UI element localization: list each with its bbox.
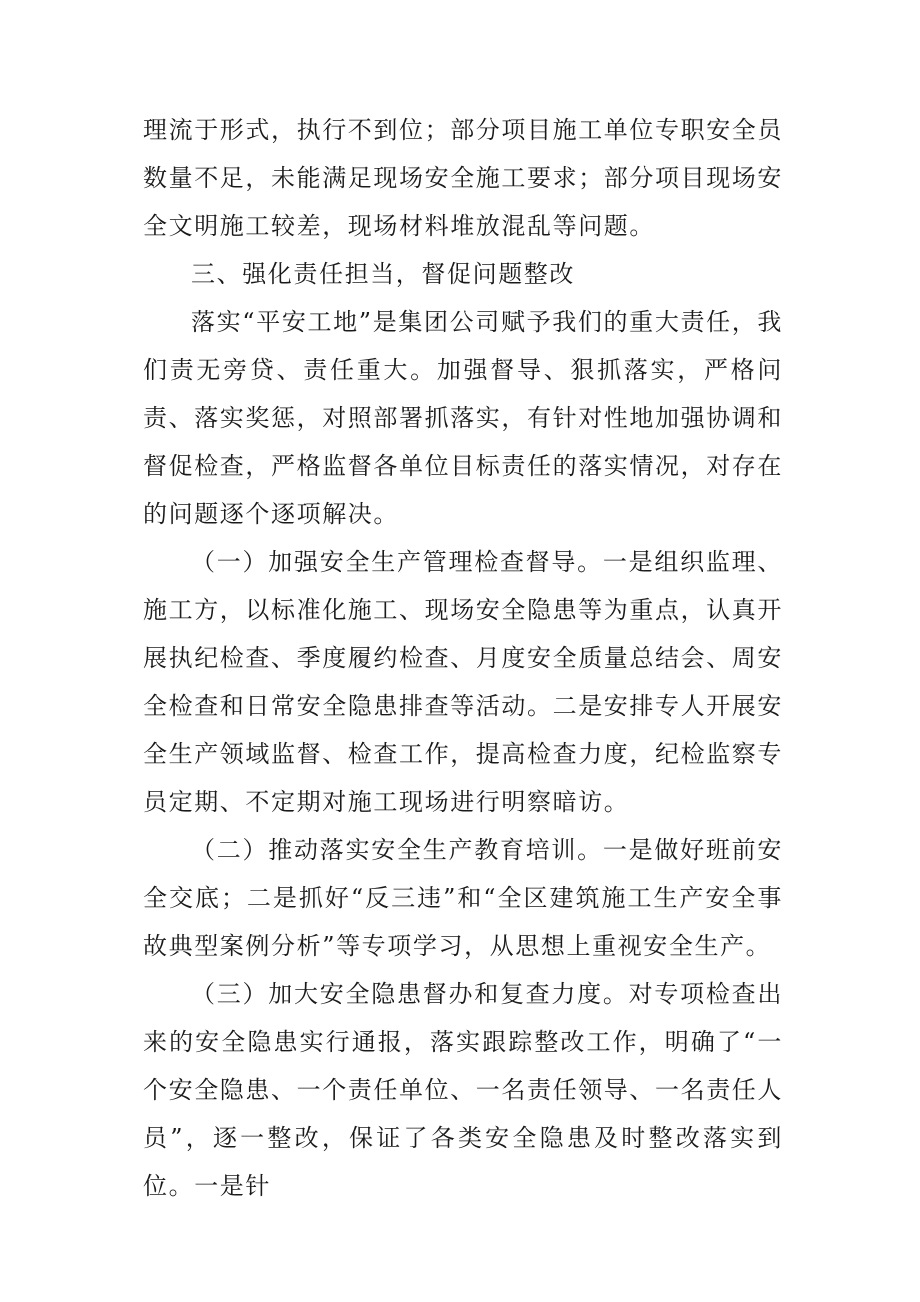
- paragraph-item-1: （一）加强安全生产管理检查督导。一是组织监理、施工方，以标准化施工、现场安全隐患等为重点，认真开展执纪检查、季度履约检查、月度安全质量总结会、周安全检查和日常安全隐患排查等活动。二是安排专人开展安全生产领域监督、检查工作，提高检查力度，纪检监察专员定期、不定期对施工现场进行明察暗访。: [143, 548, 783, 816]
- section-heading: 三、强化责任担当，督促问题整改: [191, 260, 575, 288]
- paragraph-item-3: （三）加大安全隐患督办和复查力度。对专项检查出来的安全隐患实行通报，落实跟踪整改工作，明确了“一个安全隐患、一个责任单位、一名责任领导、一名责任人员”，逐一整改，保证了各类安全隐患及时整改落实到位。一是针: [143, 980, 783, 1200]
- paragraph-intro: 落实“平安工地”是集团公司赋予我们的重大责任，我们责无旁贷、责任重大。加强督导、狠抓落实，严格问责、落实奖惩，对照部署抓落实，有针对性地加强协调和督促检查，严格监督各单位目标责任的落实情况，对存在的问题逐个逐项解决。: [143, 308, 783, 528]
- paragraph-item-2: （二）推动落实安全生产教育培训。一是做好班前安全交底；二是抓好“反三违”和“全区建筑施工生产安全事故典型案例分析”等专项学习，从思想上重视安全生产。: [143, 836, 783, 960]
- paragraph-continuation: 理流于形式，执行不到位；部分项目施工单位专职安全员数量不足，未能满足现场安全施工要求；部分项目现场安全文明施工较差，现场材料堆放混乱等问题。: [143, 116, 783, 240]
- document-body: [143, 106, 783, 1210]
